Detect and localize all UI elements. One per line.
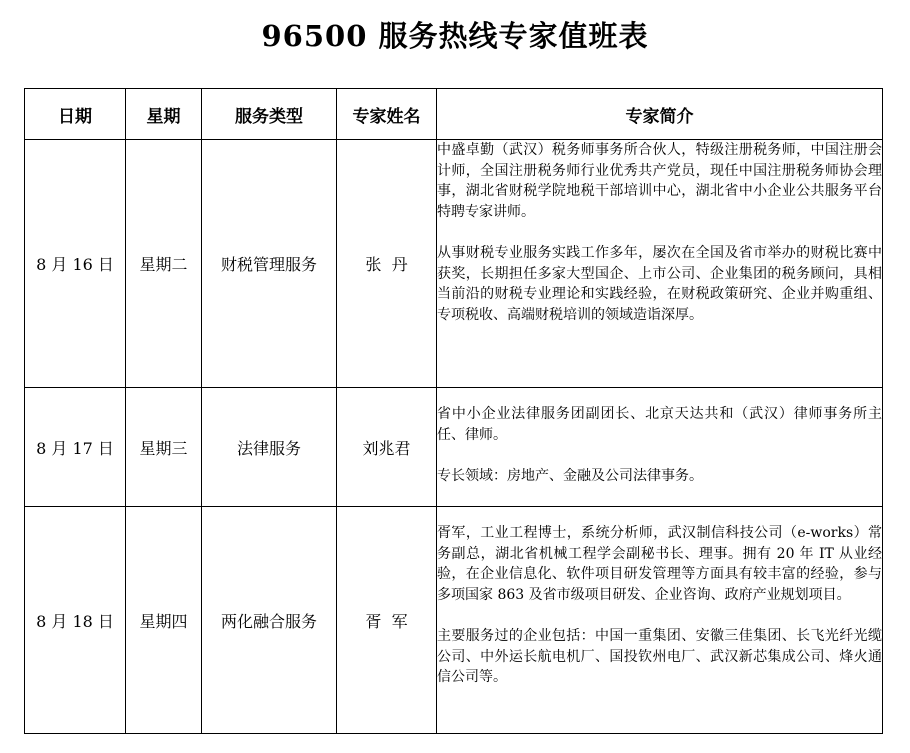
bio-paragraph: 胥军，工业工程博士，系统分析师，武汉制信科技公司（e-works）常务副总，湖北省机械工程学会副秘书长、理事。拥有 20 年 IT 从业经验，在企业信息化、软件项目研发管理等方面具有较丰富的经验，参与多项国家 863 及省市级项目研发、企业咨询、政府产业规划项目。 xyxy=(437,525,882,603)
table-row xyxy=(25,388,883,507)
header-expert-bio: 专家简介 xyxy=(437,89,883,140)
header-service-type: 服务类型 xyxy=(202,89,337,140)
duty-schedule-table xyxy=(24,88,883,734)
page-title: 96500 服务热线专家值班表 xyxy=(261,19,649,53)
header-weekday: 星期 xyxy=(126,89,202,140)
bio-paragraph: 省中小企业法律服务团副团长、北京天达共和（武汉）律师事务所主任、律师。 xyxy=(437,406,882,443)
header-expert-name: 专家姓名 xyxy=(337,89,437,140)
bio-paragraph: 从事财税专业服务实践工作多年，屡次在全国及省市举办的财税比赛中获奖，长期担任多家大型国企、上市公司、企业集团的税务顾问，具相当前沿的财税专业理论和实践经验，在财税政策研究、企业并购重组、专项税收、高端财税培训的领域造诣深厚。 xyxy=(437,245,882,323)
expert-name-cell: 刘兆君 xyxy=(337,388,437,507)
service-type-cell: 法律服务 xyxy=(202,388,337,507)
bio-paragraph: 专长领域：房地产、金融及公司法律事务。 xyxy=(437,468,703,484)
expert-name-cell: 胥 军 xyxy=(337,507,437,734)
table-row xyxy=(25,140,883,388)
expert-name-cell: 张 丹 xyxy=(337,140,437,388)
expert-bio-cell xyxy=(437,388,883,507)
date-cell: 8 月 18 日 xyxy=(25,507,126,734)
weekday-cell: 星期三 xyxy=(126,388,202,507)
weekday-cell: 星期二 xyxy=(126,140,202,388)
service-type-cell: 两化融合服务 xyxy=(202,507,337,734)
expert-bio-cell xyxy=(437,140,883,388)
bio-paragraph: 主要服务过的企业包括：中国一重集团、安徽三佳集团、长飞光纤光缆公司、中外运长航电机厂、国投钦州电厂、武汉新芯集成公司、烽火通信公司等。 xyxy=(437,628,882,685)
date-cell: 8 月 17 日 xyxy=(25,388,126,507)
service-type-cell: 财税管理服务 xyxy=(202,140,337,388)
table-row xyxy=(25,507,883,734)
expert-bio-cell xyxy=(437,507,883,734)
table-header-row xyxy=(25,89,883,140)
weekday-cell: 星期四 xyxy=(126,507,202,734)
bio-paragraph: 中盛卓勤（武汉）税务师事务所合伙人，特级注册税务师，中国注册会计师，全国注册税务师行业优秀共产党员，现任中国注册税务师协会理事，湖北省财税学院地税干部培训中心，湖北省中小企业公共服务平台特聘专家讲师。 xyxy=(437,142,882,220)
date-cell: 8 月 16 日 xyxy=(25,140,126,388)
header-date: 日期 xyxy=(25,89,126,140)
